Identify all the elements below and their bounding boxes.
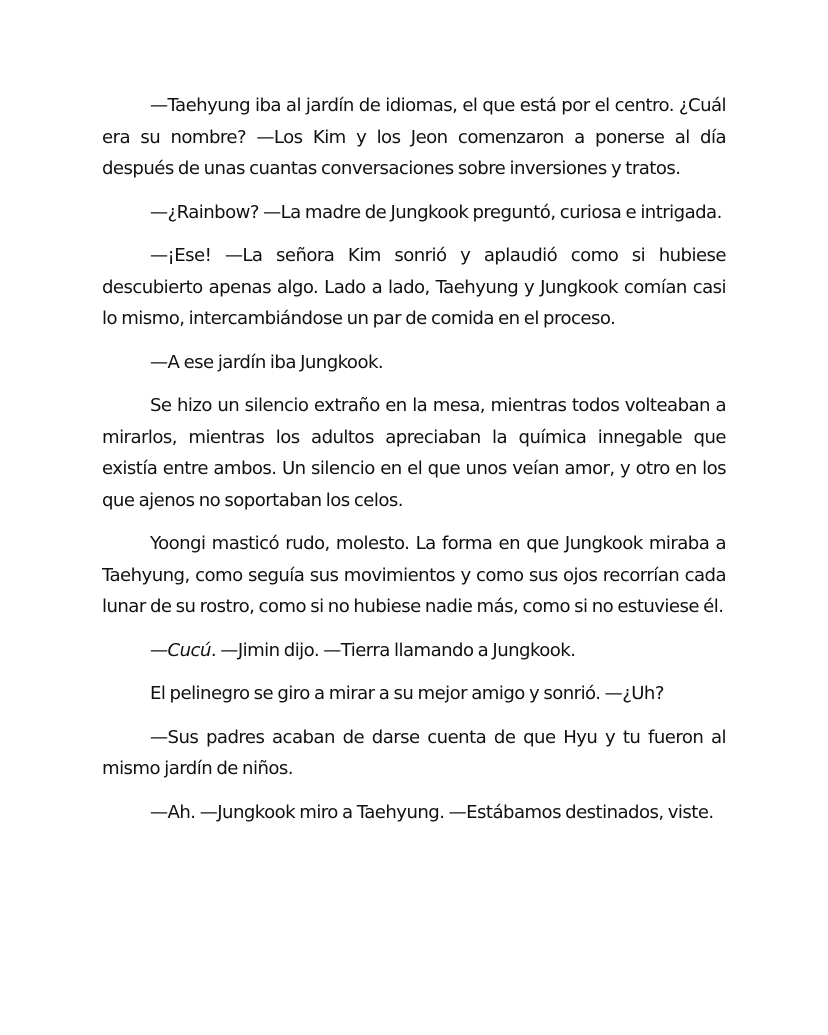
paragraph-7 [102,635,726,667]
paragraph-9: —Sus padres acaban de darse cuenta de que Hyu y tu fueron al mismo jardín de niños. [102,726,726,779]
paragraph-7-lead: — [150,639,168,661]
paragraph-7-rest: . —Jimin dijo. —Tierra llamando a Jungkook. [210,639,576,661]
paragraph-4: —A ese jardín iba Jungkook. [150,351,384,373]
paragraph-8: El pelinegro se giro a mirar a su mejor amigo y sonrió. —¿Uh? [150,683,664,704]
paragraph-6: Yoongi masticó rudo, molesto. La forma en que Jungkook miraba a Taehyung, como seguía sus movimientos y como sus ojos recorrían cada lunar de su rostro, como si no hubiese nadie más, como si no estuviese él. [102,533,726,617]
paragraph-1: —Taehyung iba al jardín de idiomas, el que está por el centro. ¿Cuál era su nombre? —Los Kim y los Jeon comenzaron a ponerse al día después de unas cuantas conversaciones sobre inversiones y tratos. [102,95,726,179]
paragraph-10: —Ah. —Jungkook miro a Taehyung. —Estábamos destinados, viste. [150,801,714,823]
paragraph-7-italic: Cucú [167,639,211,661]
document-page [102,90,726,840]
paragraph-2: —¿Rainbow? —La madre de Jungkook preguntó, curiosa e intrigada. [150,201,722,223]
paragraph-5: Se hizo un silencio extraño en la mesa, mientras todos volteaban a mirarlos, mientras los adultos apreciaban la química innegable que existía entre ambos. Un silencio en el que unos veían amor, y otro en los que ajenos no soportaban los celos. [102,395,726,511]
paragraph-3: —¡Ese! —La señora Kim sonrió y aplaudió como si hubiese descubierto apenas algo. Lado a lado, Taehyung y Jungkook comían casi lo mismo, intercambiándose un par de comida en el proceso. [102,245,726,329]
